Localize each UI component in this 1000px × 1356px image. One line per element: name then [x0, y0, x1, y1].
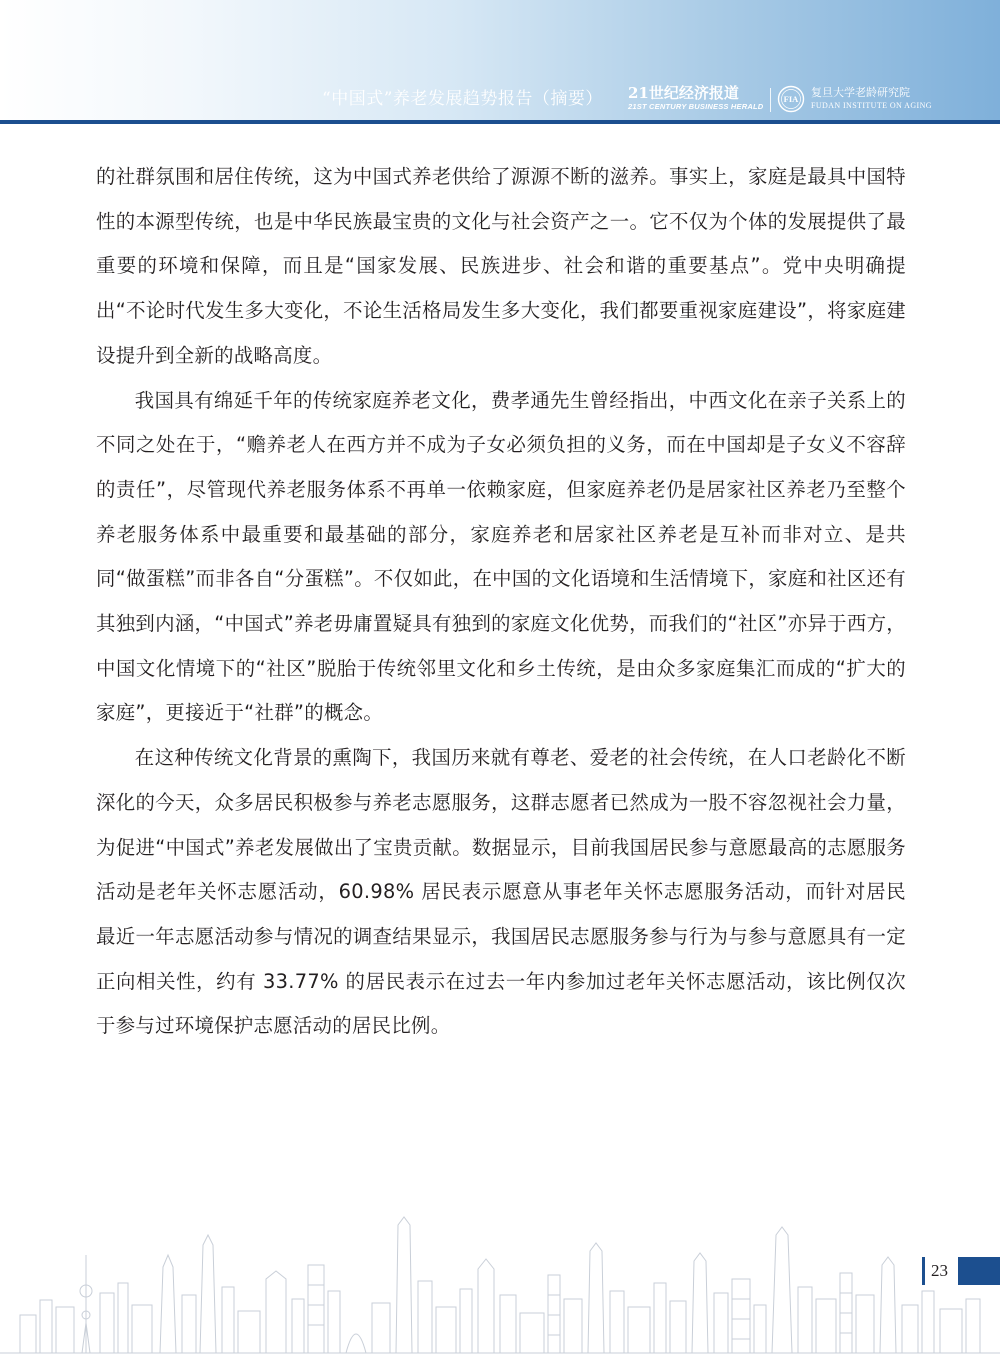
page-number-tab — [958, 1257, 1000, 1285]
city-skyline-icon — [0, 1195, 1000, 1356]
page-number-bar — [922, 1257, 925, 1285]
page-number-marker — [922, 1257, 1000, 1285]
business-herald-logo-en: 21ST CENTURY BUSINESS HERALD — [628, 102, 764, 111]
header-divider — [770, 88, 771, 112]
paragraph-continued: 的社群氛围和居住传统，这为中国式养老供给了源源不断的滋养。事实上，家庭是最具中国特性的本源型传统，也是中华民族最宝贵的文化与社会资产之一。它不仅为个体的发展提供了最重要的环境和保障，而且是“国家发展、民族进步、社会和谐的重要基点”。党中央明确提出“不论时代发生多大变化，不论生活格局发生多大变化，我们都要重视家庭建设”，将家庭建设提升到全新的战略高度。 — [96, 165, 906, 367]
fudan-institute-logo — [811, 86, 932, 111]
header-band — [0, 0, 1000, 124]
fudan-institute-name-en: FUDAN INSTITUTE ON AGING — [811, 101, 932, 110]
page-number: 23 — [931, 1261, 948, 1280]
header-rule — [0, 120, 1000, 124]
paragraph-volunteer-service: 在这种传统文化背景的熏陶下，我国历来就有尊老、爱老的社会传统，在人口老龄化不断深化的今天，众多居民积极参与养老志愿服务，这群志愿者已然成为一股不容忽视社会力量，为促进“中国式”养老发展做出了宝贵贡献。数据显示，目前我国居民参与意愿最高的志愿服务活动是老年关怀志愿活动，60.98% 居民表示愿意从事老年关怀志愿服务活动，而针对居民最近一年志愿活动参与情况的调查结果显示，我国居民志愿服务参与行为与参与意愿具有一定正向相关性，约有 33.77% 的居民表示在过去一年内参加过老年关怀志愿活动，该比例仅次于参与过环境保护志愿活动的居民比例。 — [96, 746, 906, 1038]
business-herald-logo-cn: 21世纪经济报道 — [628, 84, 739, 102]
fudan-institute-name-cn: 复旦大学老龄研究院 — [811, 86, 910, 99]
report-title: “中国式”养老发展趋势报告（摘要） — [322, 89, 603, 109]
article-body — [96, 155, 906, 1049]
fudan-emblem-text: FIA — [783, 94, 799, 105]
business-herald-logo — [628, 84, 764, 114]
paragraph-family-culture: 我国具有绵延千年的传统家庭养老文化，费孝通先生曾经指出，中西文化在亲子关系上的不同之处在于，“赡养老人在西方并不成为子女必须负担的义务，而在中国却是子女义不容辞的责任”，尽管现代养老服务体系不再单一依赖家庭，但家庭养老仍是居家社区养老乃至整个养老服务体系中最重要和最基础的部分，家庭养老和居家社区养老是互补而非对立、是共同“做蛋糕”而非各自“分蛋糕”。不仅如此，在中国的文化语境和生活情境下，家庭和社区还有其独到内涵，“中国式”养老毋庸置疑具有独到的家庭文化优势，而我们的“社区”亦异于西方，中国文化情境下的“社区”脱胎于传统邻里文化和乡土传统，是由众多家庭集汇而成的“扩大的家庭”，更接近于“社群”的概念。 — [96, 388, 906, 725]
fudan-emblem-icon — [777, 85, 805, 113]
